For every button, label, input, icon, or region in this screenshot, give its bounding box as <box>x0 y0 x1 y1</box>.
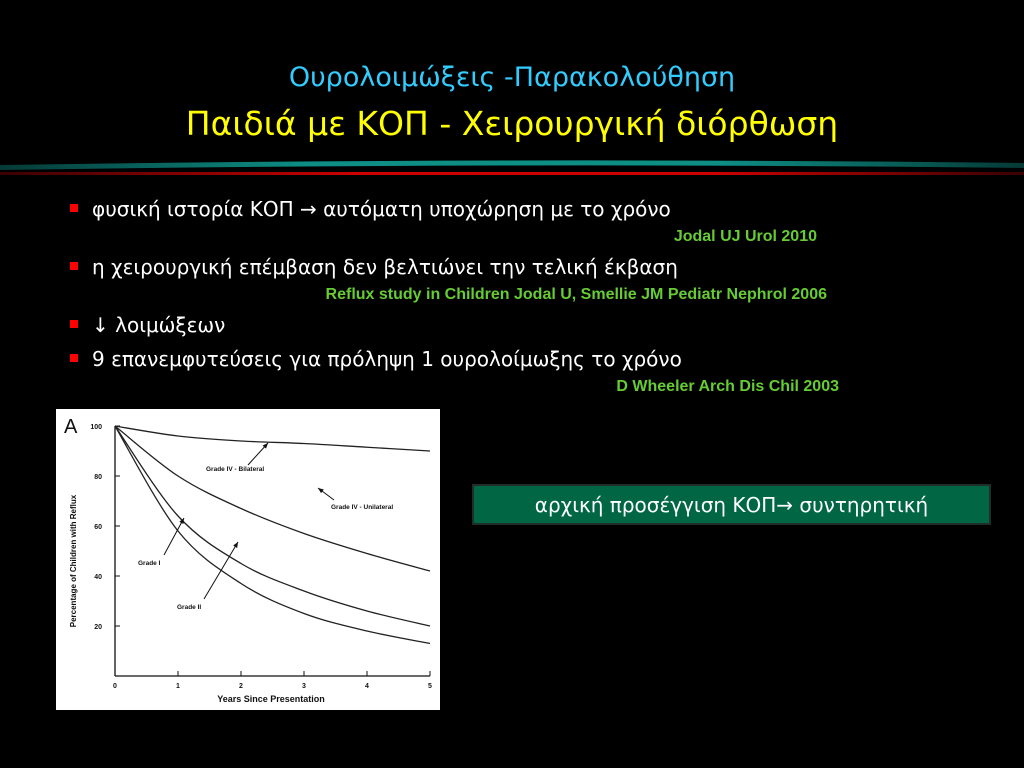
slide-title-line1: Ουρολοιμώξεις -Παρακολούθηση <box>288 62 736 93</box>
y-tick-label: 40 <box>94 574 102 581</box>
curve-label: Grade IV - Unilateral <box>331 504 394 511</box>
x-tick-label: 2 <box>239 683 243 690</box>
curve-label: Grade II <box>177 604 202 611</box>
series-line <box>115 426 430 644</box>
bullet-1 <box>70 197 671 221</box>
bullet-3-text: ↓ λοιμώξεων <box>92 313 226 337</box>
y-tick-label: 80 <box>94 474 102 481</box>
slide-title-line2: Παιδιά με ΚΟΠ - Χειρουργική διόρθωση <box>185 104 839 143</box>
curve-label: Grade IV - Bilateral <box>206 466 265 473</box>
x-tick-label: 1 <box>176 683 180 690</box>
reflux-resolution-chart <box>56 409 440 710</box>
x-tick-label: 5 <box>428 683 432 690</box>
bullet-marker <box>70 320 78 328</box>
bullet-2 <box>70 255 678 279</box>
curve-arrow-shaft <box>164 518 184 555</box>
title-divider <box>0 159 1024 177</box>
x-tick-label: 4 <box>365 683 369 690</box>
y-tick-label: 100 <box>90 424 102 431</box>
bullet-marker <box>70 262 78 270</box>
bullet-marker <box>70 204 78 212</box>
curve-arrow-head <box>233 542 238 548</box>
bullet-1-citation: Jodal UJ Urol 2010 <box>673 228 817 245</box>
callout-box <box>472 484 991 525</box>
bullet-4-citation: D Wheeler Arch Dis Chil 2003 <box>616 378 839 395</box>
x-tick-label: 3 <box>302 683 306 690</box>
y-tick-label: 20 <box>94 624 102 631</box>
bullet-2-text: η χειρουργική επέμβαση δεν βελτιώνει την τελική έκβαση <box>92 255 678 279</box>
callout-text: αρχική προσέγγιση ΚΟΠ→ συντηρητική <box>534 492 929 517</box>
bullet-2-citation: Reflux study in Children Jodal U, Smellie JM Pediatr Nephrol 2006 <box>325 286 827 303</box>
curve-arrow-head <box>318 488 324 493</box>
series-line <box>115 426 430 626</box>
bullet-4 <box>70 347 682 371</box>
bullet-marker <box>70 354 78 362</box>
bullet-4-text: 9 επανεμφυτεύσεις για πρόληψη 1 ουρολοίμωξης το χρόνο <box>92 347 682 371</box>
bullet-1-text: φυσική ιστορία ΚΟΠ → αυτόματη υποχώρηση με το χρόνο <box>92 197 671 221</box>
y-axis-label: Percentage of Children with Reflux <box>69 494 78 628</box>
curve-label: Grade I <box>138 560 161 567</box>
panel-label: A <box>64 416 78 438</box>
y-tick-label: 60 <box>94 524 102 531</box>
x-axis-label: Years Since Presentation <box>217 694 325 704</box>
bullet-3 <box>70 313 225 337</box>
chart-canvas <box>56 409 440 710</box>
x-tick-label: 0 <box>113 683 117 690</box>
series-line <box>115 426 430 451</box>
